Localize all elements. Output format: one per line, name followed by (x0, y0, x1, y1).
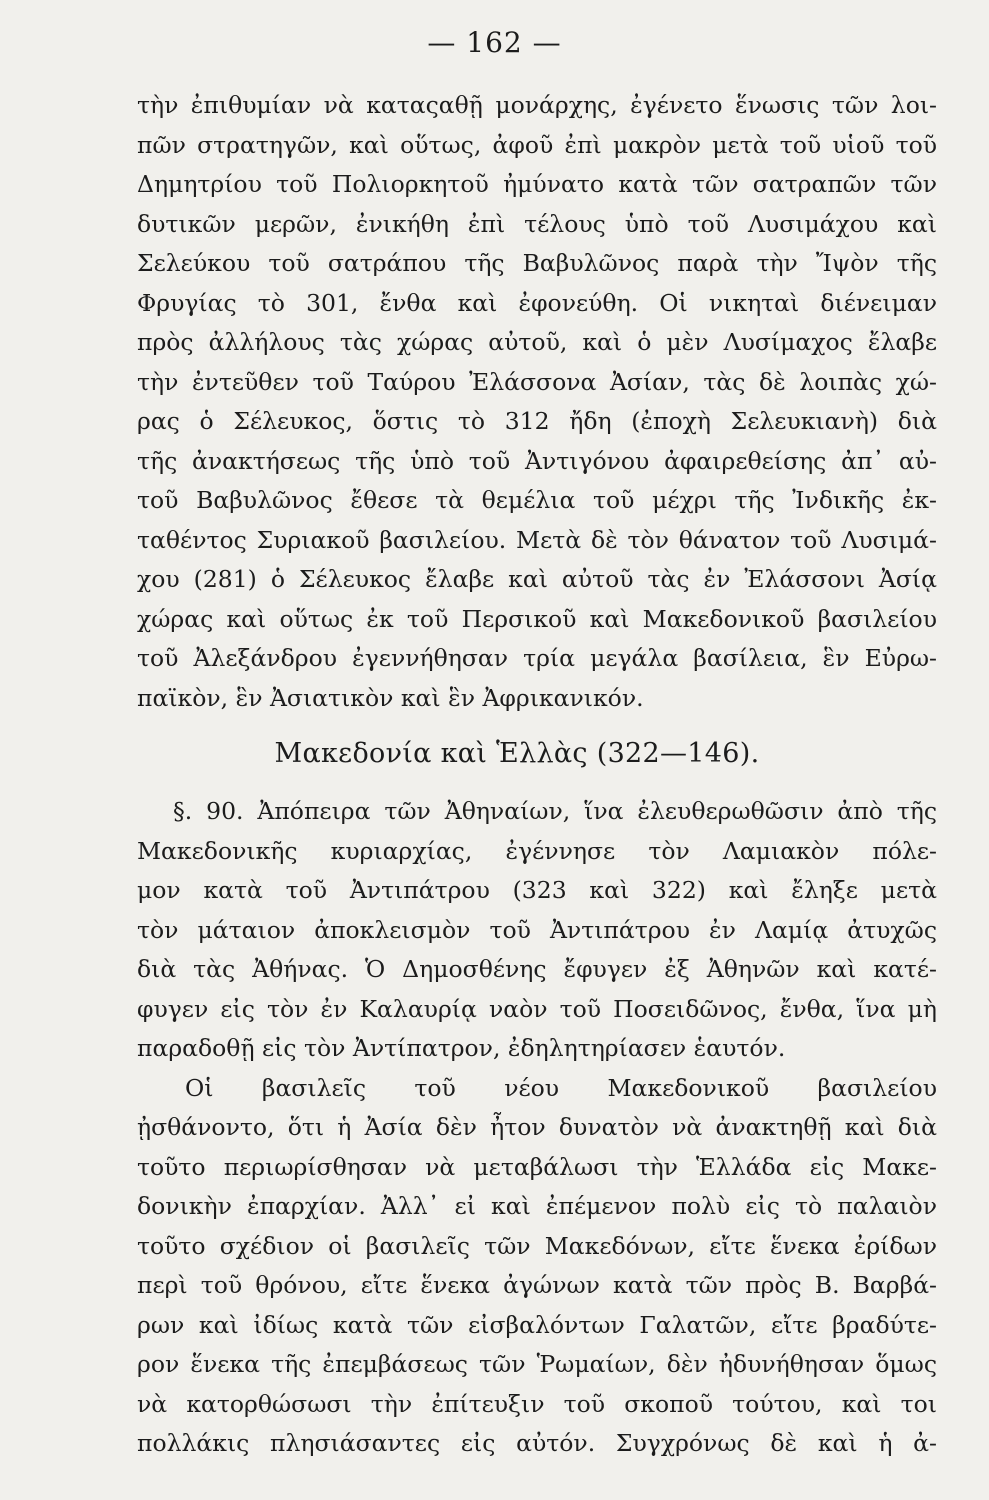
section-heading: Μακεδονία καὶ Ἑλλὰς (322—146). (274, 738, 760, 769)
page-body (137, 86, 937, 1464)
text-line: ρον ἕνεκα τῆς ἐπεμβάσεως τῶν Ῥωμαίων, δὲν ἠδυνήθησαν ὅμως (137, 1350, 937, 1378)
text-line: πρὸς ἀλλήλους τὰς χώρας αὐτοῦ, καὶ ὁ μὲν Λυσίμαχος ἔλαβε (137, 328, 937, 356)
text-line: τὴν ἐντεῦθεν τοῦ Ταύρου Ἐλάσσονα Ἀσίαν, τὰς δὲ λοιπὰς χώ- (137, 367, 937, 396)
text-line: δυτικῶν μερῶν, ἐνικήθη ἐπὶ τέλους ὑπὸ τοῦ Λυσιμάχου καὶ (137, 209, 937, 238)
text-line: μον κατὰ τοῦ Ἀντιπάτρου (323 καὶ 322) καὶ ἔληξε μετὰ (137, 876, 937, 904)
text-line: τοῦτο σχέδιον οἱ βασιλεῖς τῶν Μακεδόνων, εἴτε ἕνεκα ἐρίδων (137, 1231, 937, 1260)
text-line: Δημητρίου τοῦ Πολιορκητοῦ ἠμύνατο κατὰ τῶν σατραπῶν τῶν (137, 170, 937, 198)
text-line: τὴν ἐπιθυμίαν νὰ καταςαθῇ μονάρχης, ἐγένετο ἕνωσις τῶν λοι- (137, 91, 937, 119)
text-line: Φρυγίας τὸ 301, ἔνθα καὶ ἐφονεύθη. Οἱ νικηταὶ διένειμαν (137, 288, 937, 317)
text-line: παϊκὸν, ἓν Ἀσιατικὸν καὶ ἓν Ἀφρικανικόν. (137, 683, 644, 712)
text-line: §. 90. Ἀπόπειρα τῶν Ἀθηναίων, ἵνα ἐλευθερωθῶσιν ἀπὸ τῆς (173, 797, 937, 825)
text-line: ρας ὁ Σέλευκος, ὅστις τὸ 312 ἤδη (ἐποχὴ Σελευκιανὴ) διὰ (137, 407, 937, 435)
page-number: — 162 — (427, 26, 562, 59)
text-line: πολλάκις πλησιάσαντες εἰς αὐτόν. Συγχρόνως δὲ καὶ ἡ ἀ- (137, 1429, 937, 1457)
text-line: τῆς ἀνακτήσεως τῆς ὑπὸ τοῦ Ἀντιγόνου ἀφαιρεθείσης ἀπ᾽ αὐ- (137, 446, 937, 475)
text-line: τοῦ Βαβυλῶνος ἔθεσε τὰ θεμέλια τοῦ μέχρι τῆς Ἰνδικῆς ἐκ- (137, 486, 937, 514)
text-line: χώρας καὶ οὕτως ἐκ τοῦ Περσικοῦ καὶ Μακεδονικοῦ βασιλείου (137, 604, 937, 633)
text-line: Μακεδονικῆς κυριαρχίας, ἐγέννησε τὸν Λαμιακὸν πόλε- (137, 836, 937, 865)
text-line: τοῦ Ἀλεξάνδρου ἐγεννήθησαν τρία μεγάλα βασίλεια, ἓν Εὐρω- (137, 644, 937, 672)
text-line: περὶ τοῦ θρόνου, εἴτε ἕνεκα ἀγώνων κατὰ τῶν πρὸς Β. Βαρβά- (137, 1271, 937, 1299)
text-line: ρων καὶ ἰδίως κατὰ τῶν εἰσβαλόντων Γαλατῶν, εἴτε βραδύτε- (137, 1310, 937, 1339)
text-line: χου (281) ὁ Σέλευκος ἔλαβε καὶ αὐτοῦ τὰς ἐν Ἐλάσσονι Ἀσίᾳ (137, 565, 937, 593)
text-line: παραδοθῇ εἰς τὸν Ἀντίπατρον, ἐδηλητηρίασεν ἑαυτόν. (137, 1034, 786, 1062)
paragraph-3 (137, 1069, 937, 1464)
text-line: τὸν μάταιον ἀποκλεισμὸν τοῦ Ἀντιπάτρου ἐν Λαμίᾳ ἀτυχῶς (137, 915, 937, 944)
paragraph-1 (137, 86, 937, 718)
text-line: ταθέντος Συριακοῦ βασιλείου. Μετὰ δὲ τὸν θάνατον τοῦ Λυσιμά- (137, 525, 937, 554)
paragraph-2 (137, 792, 937, 1069)
text-line: νὰ κατορθώσωσι τὴν ἐπίτευξιν τοῦ σκοποῦ τούτου, καὶ τοι (137, 1389, 937, 1418)
text-line: φυγεν εἰς τὸν ἐν Καλαυρίᾳ ναὸν τοῦ Ποσειδῶνος, ἔνθα, ἵνα μὴ (137, 994, 937, 1023)
text-line: Οἱ βασιλεῖς τοῦ νέου Μακεδονικοῦ βασιλείου (185, 1073, 937, 1102)
text-line: ᾐσθάνοντο, ὅτι ἡ Ἀσία δὲν ἦτον δυνατὸν νὰ ἀνακτηθῇ καὶ διὰ (137, 1113, 937, 1141)
text-line: Σελεύκου τοῦ σατράπου τῆς Βαβυλῶνος παρὰ τὴν Ἴψὸν τῆς (137, 249, 937, 277)
text-line: δονικὴν ἐπαρχίαν. Ἀλλ᾽ εἰ καὶ ἐπέμενον πολὺ εἰς τὸ παλαιὸν (137, 1192, 937, 1220)
text-line: διὰ τὰς Ἀθήνας. Ὁ Δημοσθένης ἔφυγεν ἐξ Ἀθηνῶν καὶ κατέ- (137, 955, 937, 983)
text-line: τοῦτο περιωρίσθησαν νὰ μεταβάλωσι τὴν Ἑλλάδα εἰς Μακε- (137, 1152, 937, 1181)
text-line: πῶν στρατηγῶν, καὶ οὕτως, ἀφοῦ ἐπὶ μακρὸν μετὰ τοῦ υἱοῦ τοῦ (137, 130, 937, 159)
